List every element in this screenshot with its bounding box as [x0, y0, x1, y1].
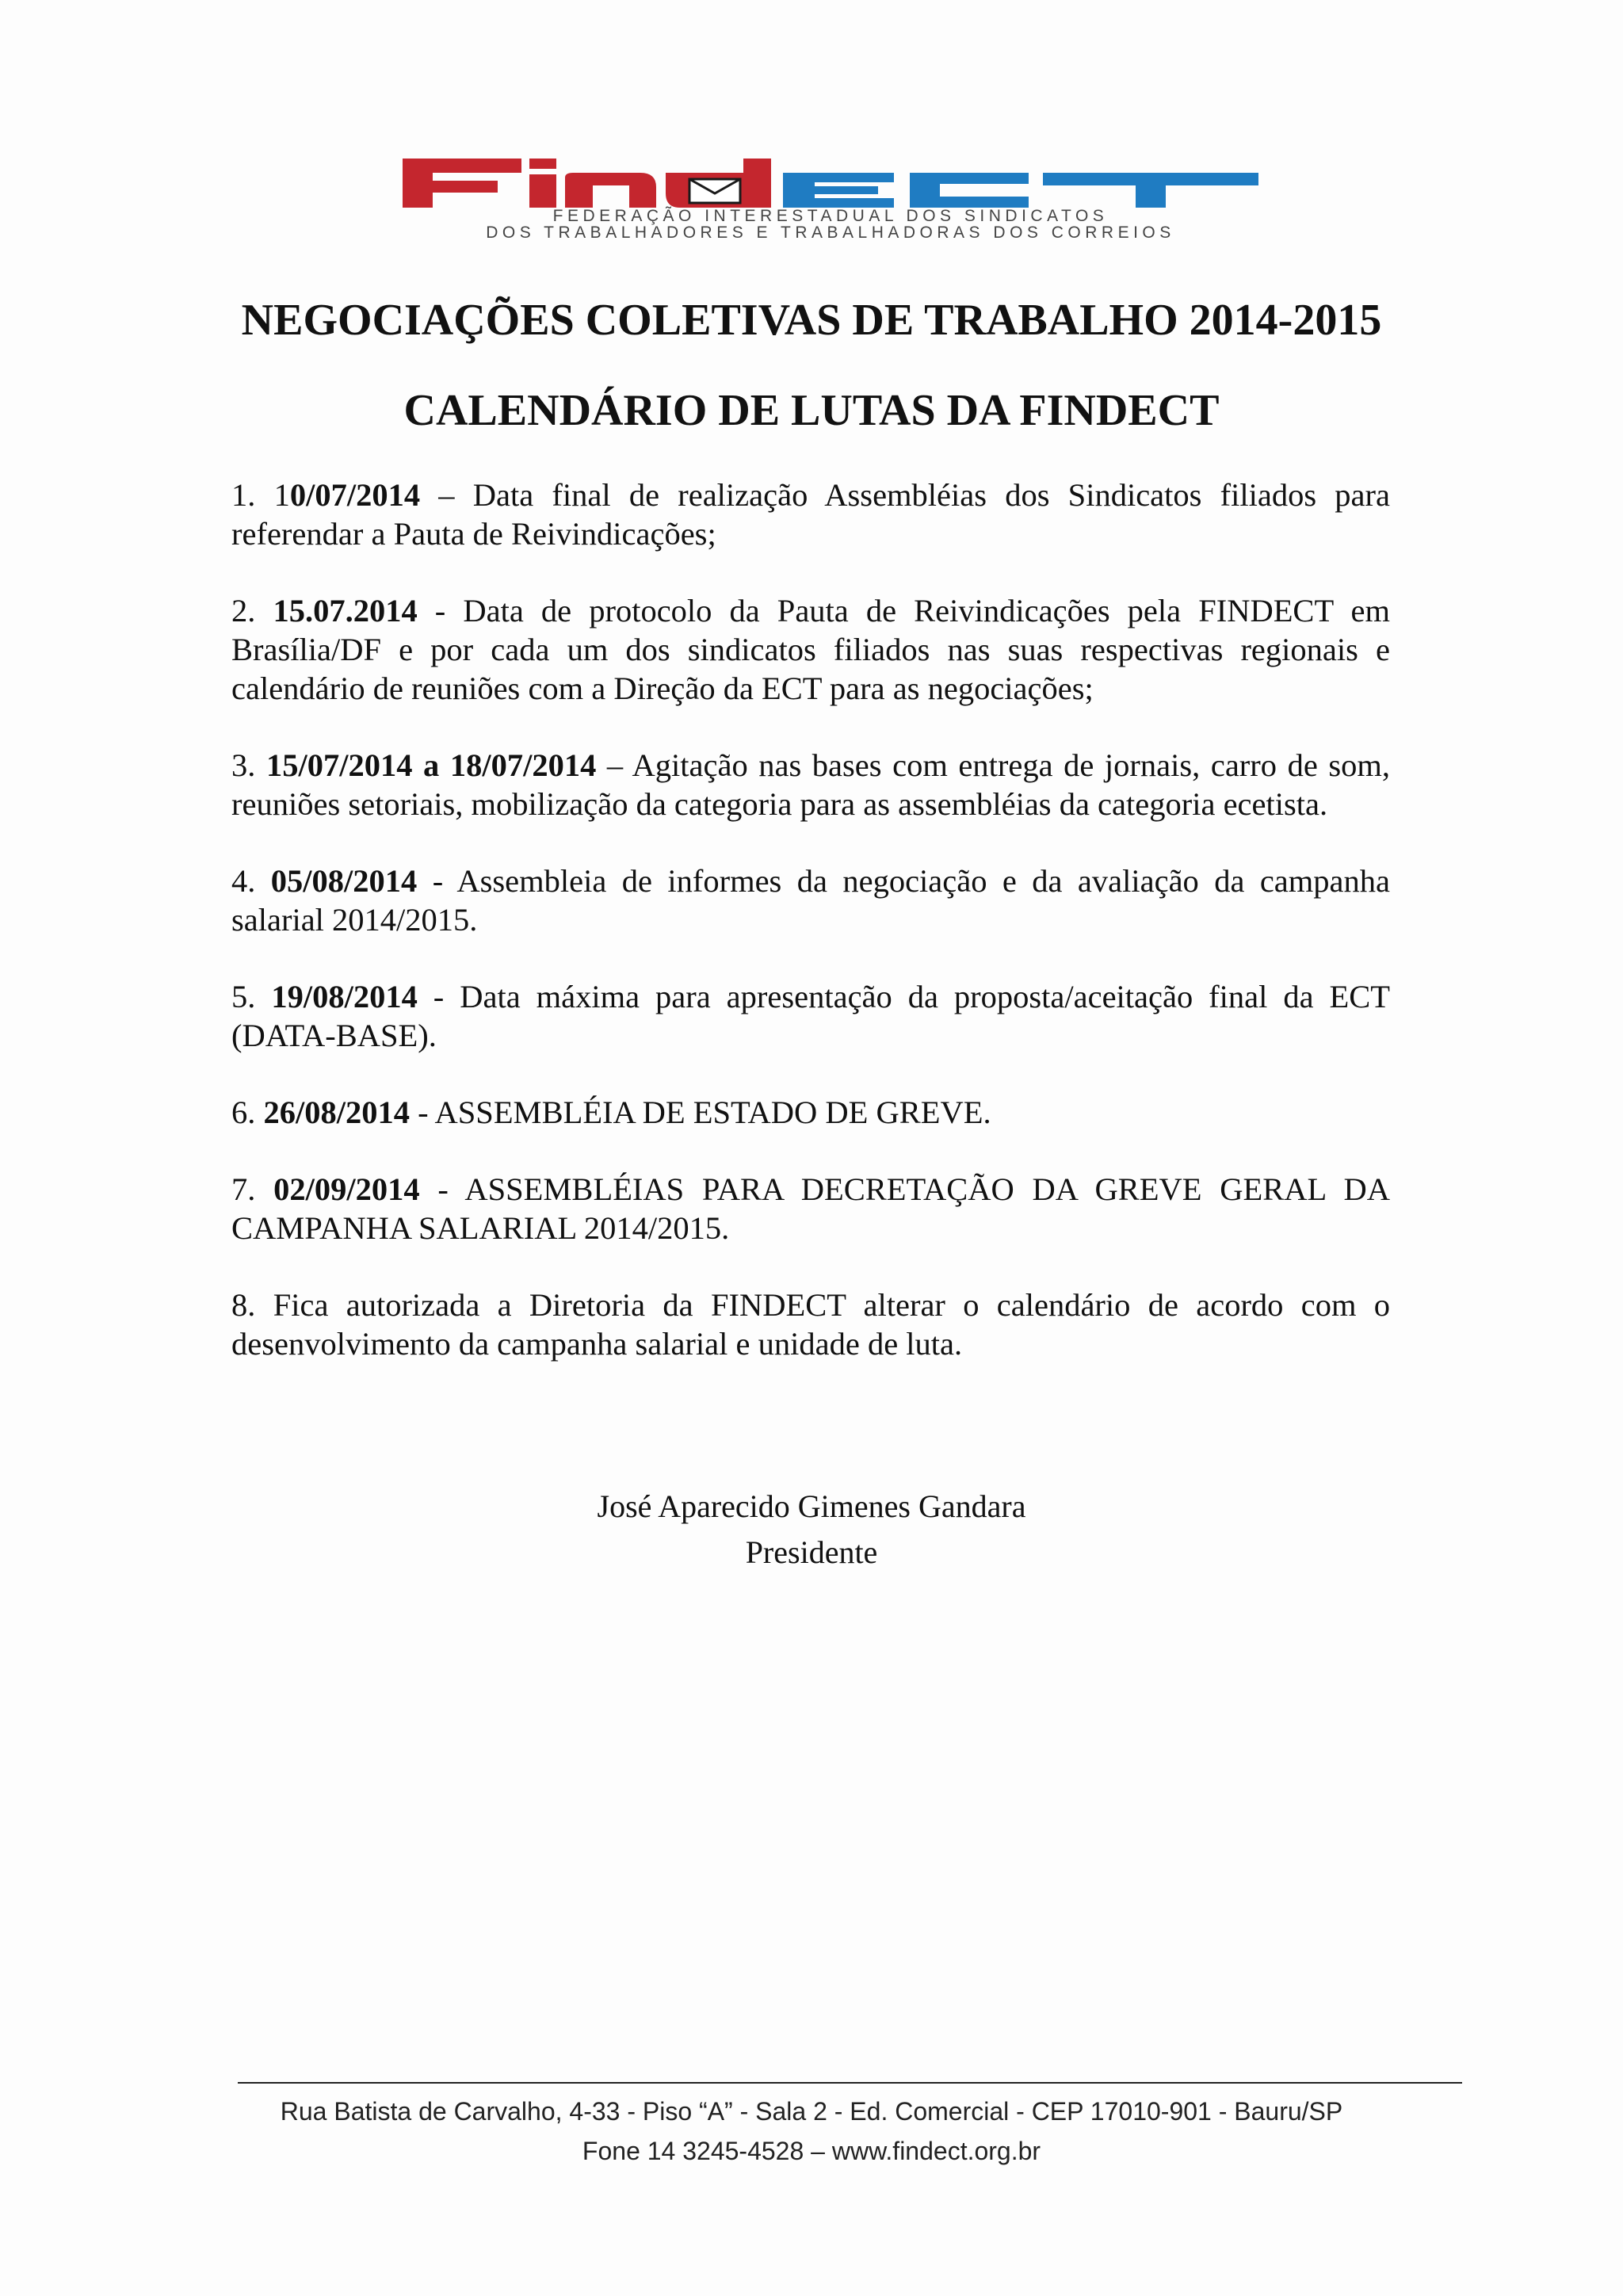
item-number: 1. 1 [231, 477, 290, 513]
item-number: 7. [231, 1171, 274, 1207]
item-date: 15.07.2014 [273, 593, 418, 628]
calendar-item [231, 1286, 1390, 1363]
calendar-item [231, 861, 1390, 939]
item-text: – Agitação nas bases com entrega de jornais, carro de som, reuniões setoriais, mobilização da categoria para as assembléias da categoria ecetista. [231, 747, 1391, 822]
item-date: 19/08/2014 [271, 979, 418, 1014]
logo-tagline-line1: FEDERAÇÃO INTERESTADUAL DOS SINDICATOS [552, 207, 1109, 225]
item-number: 5. [231, 979, 272, 1014]
item-date: 26/08/2014 [263, 1095, 411, 1130]
item-number: 3. [231, 747, 266, 783]
signatory-name: José Aparecido Gimenes Gandara [597, 1488, 1026, 1524]
item-number: 6. [231, 1095, 264, 1130]
item-date: 15/07/2014 a 18/07/2014 [265, 747, 597, 783]
calendar-item [231, 591, 1390, 708]
footer-address: Rua Batista de Carvalho, 4-33 - Piso “A” - Sala 2 - Ed. Comercial - CEP 17010-901 - Bauru/SP [280, 2097, 1343, 2126]
logo-tagline-line2: DOS TRABALHADORES E TRABALHADORAS DOS CORREIOS [486, 223, 1175, 242]
document-subtitle: CALENDÁRIO DE LUTAS DA FINDECT [403, 386, 1220, 435]
calendar-item [231, 1093, 1390, 1132]
item-text: - ASSEMBLÉIAS PARA DECRETAÇÃO DA GREVE GERAL DA CAMPANHA SALARIAL 2014/2015. [231, 1171, 1390, 1246]
item-text: Fica autorizada a Diretoria da FINDECT alterar o calendário de acordo com o desenvolvimento da campanha salarial e unidade de luta. [231, 1287, 1391, 1362]
item-text: - Data de protocolo da Pauta de Reivindicações pela FINDECT em Brasília/DF e por cada um dos sindicatos filiados nas suas respectivas regionais e calendário de reuniões com a Direção da ECT para as negociações; [231, 593, 1391, 706]
item-date: 05/08/2014 [270, 863, 418, 899]
item-text: - ASSEMBLÉIA DE ESTADO DE GREVE. [410, 1095, 991, 1130]
footer-contact: Fone 14 3245-4528 – www.findect.org.br [582, 2137, 1041, 2165]
findect-logo-mark [403, 155, 1258, 211]
item-text: – Data final de realização Assembléias dos Sindicatos filiados para referendar a Pauta de Reivindicações; [231, 477, 1390, 552]
calendar-item [231, 476, 1390, 553]
item-number: 4. [231, 863, 271, 899]
item-date: 02/09/2014 [273, 1171, 420, 1207]
document-title: NEGOCIAÇÕES COLETIVAS DE TRABALHO 2014-2015 [241, 296, 1382, 345]
findect-logo [403, 155, 1258, 243]
calendar-item [231, 1170, 1390, 1247]
calendar-item [231, 977, 1390, 1055]
item-date: 0/07/2014 [289, 477, 421, 513]
calendar-list [231, 476, 1390, 1401]
item-text: - Assembleia de informes da negociação e da avaliação da campanha salarial 2014/2015. [231, 863, 1390, 938]
item-text: - Data máxima para apresentação da proposta/aceitação final da ECT (DATA-BASE). [231, 979, 1391, 1053]
signatory-role: Presidente [745, 1534, 878, 1570]
footer-divider [238, 2082, 1462, 2084]
item-number: 2. [231, 593, 273, 628]
item-number: 8. [231, 1287, 273, 1323]
calendar-item [231, 746, 1390, 823]
